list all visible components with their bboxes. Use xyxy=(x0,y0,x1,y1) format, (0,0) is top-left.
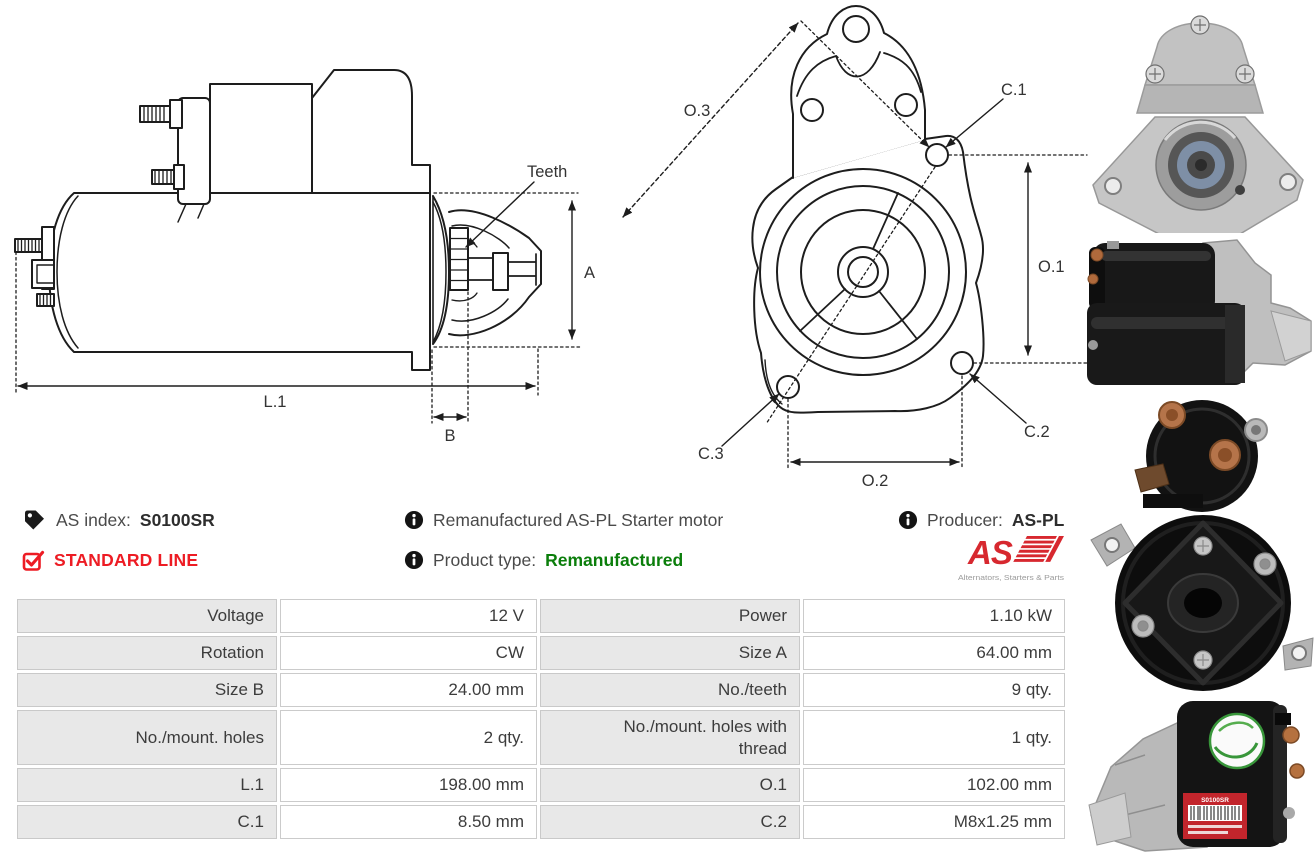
as-index-value: S0100SR xyxy=(139,509,215,530)
photo-rear-view xyxy=(1085,398,1316,692)
sticker-code: S0100SR xyxy=(1201,797,1229,804)
spec-label-cell: O.1 xyxy=(540,768,800,802)
product-type-label: Product type: xyxy=(433,549,537,570)
dim-label-a: A xyxy=(584,264,596,282)
spec-label-cell: Rotation xyxy=(17,636,277,670)
spec-value-cell: 2 qty. xyxy=(280,710,537,765)
product-sticker xyxy=(1183,793,1247,839)
spec-label-cell: C.2 xyxy=(540,805,800,839)
dim-label-o1: O.1 xyxy=(1038,258,1065,276)
producer-value: AS-PL xyxy=(1011,509,1065,530)
producer-label: Producer: xyxy=(927,509,1003,530)
info-icon xyxy=(404,550,424,570)
spec-value-cell: 24.00 mm xyxy=(280,673,537,707)
spec-value-cell: 64.00 mm xyxy=(803,636,1065,670)
description-line xyxy=(404,508,723,532)
logo-text: AS xyxy=(968,534,1012,571)
photo-front-bracket xyxy=(1085,5,1316,233)
mount-hole-c1 xyxy=(926,144,948,166)
tag-icon xyxy=(22,508,47,532)
dim-label-c1: C.1 xyxy=(1001,81,1027,99)
as-index-line xyxy=(22,508,215,532)
mount-hole-c2 xyxy=(951,352,973,374)
dim-label-o3: O.3 xyxy=(683,102,711,120)
info-icon xyxy=(898,510,918,530)
producer-line xyxy=(898,508,1064,532)
spec-label-cell: Size B xyxy=(17,673,277,707)
spec-value-cell: 12 V xyxy=(280,599,537,633)
as-index-label: AS index: xyxy=(56,509,131,530)
motor-body-outline xyxy=(49,193,430,370)
spec-label-cell: L.1 xyxy=(17,768,277,802)
side-view-drawing xyxy=(0,60,615,460)
logo-tagline: Alternators, Starters & Parts xyxy=(958,573,1065,582)
spec-label-cell: Size A xyxy=(540,636,800,670)
dim-label-b: B xyxy=(444,427,456,445)
front-view-drawing xyxy=(600,0,1095,492)
product-type-value: Remanufactured xyxy=(545,549,684,570)
spec-value-cell: 198.00 mm xyxy=(280,768,537,802)
dim-label-c3: C.3 xyxy=(698,445,724,463)
photo-side-view xyxy=(1085,233,1316,398)
spec-value-cell: M8x1.25 mm xyxy=(803,805,1065,839)
dim-label-l1: L.1 xyxy=(263,393,287,411)
spec-value-cell: 1.10 kW xyxy=(803,599,1065,633)
info-icon xyxy=(404,510,424,530)
spec-label-cell: No./mount. holes xyxy=(17,710,277,765)
spec-value-cell: CW xyxy=(280,636,537,670)
spec-label-cell: No./mount. holes with thread xyxy=(540,710,800,765)
standard-line-label: STANDARD LINE xyxy=(54,549,199,570)
as-pl-logo xyxy=(955,531,1067,585)
spec-value-cell: 102.00 mm xyxy=(803,768,1065,802)
product-line-badge xyxy=(22,548,198,572)
photo-angled-view xyxy=(1085,695,1316,858)
dim-label-c2: C.2 xyxy=(1024,423,1050,441)
spec-value-cell: 8.50 mm xyxy=(280,805,537,839)
spec-label-cell: No./teeth xyxy=(540,673,800,707)
product-type-line xyxy=(404,548,683,572)
spec-label-cell: Power xyxy=(540,599,800,633)
dim-label-teeth: Teeth xyxy=(527,163,568,181)
spec-table xyxy=(17,599,1065,839)
description-text: Remanufactured AS-PL Starter motor xyxy=(433,509,724,530)
spec-label-cell: Voltage xyxy=(17,599,277,633)
spec-value-cell: 9 qty. xyxy=(803,673,1065,707)
spec-label-cell: C.1 xyxy=(17,805,277,839)
dim-label-o2: O.2 xyxy=(861,472,889,490)
checkbox-checked-icon xyxy=(22,549,45,572)
spec-value-cell: 1 qty. xyxy=(803,710,1065,765)
